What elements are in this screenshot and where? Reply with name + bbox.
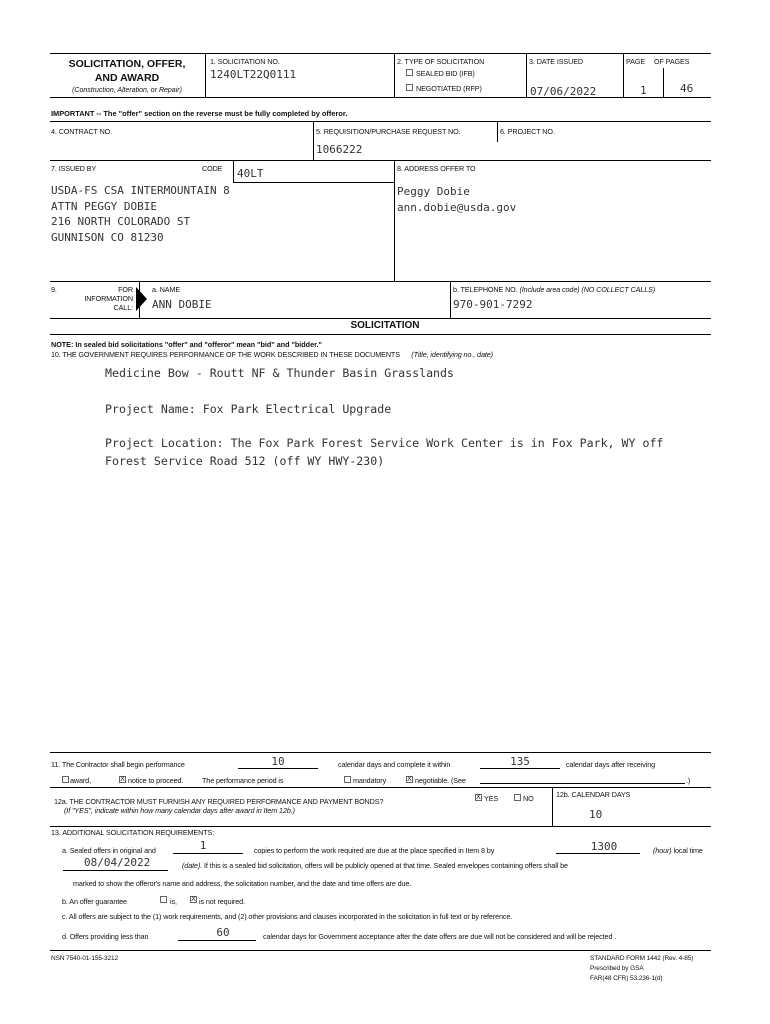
mandatory-checkbox[interactable] [344,776,351,783]
divider [50,318,711,319]
contract-no-label: 4. CONTRACT NO. [51,127,113,136]
prescribed-by: Prescribed by GSA [590,965,644,972]
negotiable-checkbox[interactable]: X [407,776,412,783]
top-border [50,53,711,54]
item10-line: Project Location: The Fox Park Forest Service Work Center is in Fox Park, WY off [105,436,664,450]
requisition-label: 5. REQUISITION/PURCHASE REQUEST NO. [316,127,461,136]
divider [623,53,624,97]
item9-num: 9. [51,285,57,294]
divider [205,53,206,97]
calendar-days-field[interactable]: 10 [589,808,603,821]
code-field[interactable]: 40LT [237,167,264,180]
note-sealed: NOTE: In sealed bid solicitations "offer" and "offeror" mean "bid" and "bidder." [51,340,322,349]
sealed-bid-label: SEALED BID (IFB) [416,69,475,78]
divider [50,787,711,788]
issued-by-line: USDA-FS CSA INTERMOUNTAIN 8 [51,184,230,197]
solicitation-no-label: 1. SOLICITATION NO. [210,57,280,66]
item13b-text: b. An offer guarantee [62,897,127,906]
underline [63,870,168,871]
important-note: IMPORTANT -- The "offer" section on the reverse must be fully completed by offeror. [51,109,348,118]
date-issued-field[interactable]: 07/06/2022 [530,85,597,98]
underline [480,783,685,784]
negotiated-checkbox[interactable] [406,84,413,91]
address-offer-line: Peggy Dobie [397,185,470,198]
phone-label: b. TELEPHONE NO. (Include area code) (NO COLLECT CALLS) [453,285,656,294]
divider [50,121,711,122]
days-complete-field[interactable]: 135 [510,755,530,768]
address-offer-label: 8. ADDRESS OFFER TO [397,164,476,173]
no-checkbox[interactable] [514,794,521,801]
notice-checkbox[interactable]: X [120,776,125,783]
underline [238,768,318,769]
divider [233,182,394,183]
negotiated-label: NEGOTIATED (RFP) [416,84,482,93]
days-begin-field[interactable]: 10 [271,755,285,768]
arrow-right-icon [136,287,148,311]
divider [50,160,711,161]
page-label: PAGE [626,57,646,66]
item12a-label: 12a. THE CONTRACTOR MUST FURNISH ANY REQUIRED PERFORMANCE AND PAYMENT BONDS? [54,797,384,806]
item10-line: Forest Service Road 512 (off WY HWY-230) [105,454,385,468]
no-label: NO [523,794,534,803]
item13a-text-3: (date). If this is a sealed bid solicitation, offers will be publicly opened at that time. Sealed envelopes containing offers shall be [182,861,568,870]
header-bottom-border [50,97,711,98]
divider [394,53,395,97]
phone-field[interactable]: 970-901-7292 [453,298,533,311]
form-subtitle: (Construction, Alteration, or Repair) [72,87,182,94]
sealed-bid-checkbox[interactable] [406,69,413,76]
is-not-checkbox[interactable]: X [191,896,196,903]
for-info-label-2: INFORMATION [84,294,133,303]
for-info-label: FOR [118,285,133,294]
divider [526,53,527,97]
yes-checkbox[interactable]: X [476,794,481,801]
item11-text-2: calendar days and complete it within [338,760,451,769]
is-not-label: is not required. [199,897,245,906]
nsn: NSN 7540-01-155-3212 [51,955,119,962]
divider [394,160,395,281]
solicitation-no-field[interactable]: 1240LT22Q0111 [210,68,297,81]
item10-label: 10. THE GOVERNMENT REQUIRES PERFORMANCE OF THE WORK DESCRIBED IN THESE DOCUMENTS (Title, identifying no., date) [51,350,493,359]
mandatory-label: mandatory [353,776,387,785]
solicitation-heading: SOLICITATION [350,320,420,331]
page-field[interactable]: 1 [640,84,647,97]
divider [139,281,140,318]
for-info-label-3: CALL: [113,303,133,312]
divider [313,121,314,160]
item13-label: 13. ADDITIONAL SOLICITATION REQUIREMENTS: [51,828,215,837]
divider [50,826,711,827]
underline [556,853,640,854]
of-pages-label: OF PAGES [654,57,690,66]
item13d-text-2: calendar days for Government acceptance after the date offers are due will not be considered and will be rejected . [263,932,617,941]
is-checkbox[interactable] [160,896,167,903]
project-no-label: 6. PROJECT NO. [500,127,555,136]
hour-label: (hour) local time [653,846,703,855]
divider [50,334,711,335]
notice-label: notice to proceed. [128,776,184,785]
underline [480,768,560,769]
underline [178,940,256,941]
hour-field[interactable]: 1300 [590,840,618,853]
date-issued-label: 3. DATE ISSUED [529,57,583,66]
item12a-note: (If "YES", indicate within how many calendar days after award in Item 12b.) [64,806,295,815]
type-label: 2. TYPE OF SOLICITATION [397,57,485,66]
days-acceptance-field[interactable]: 60 [216,926,230,939]
code-label: CODE [202,164,223,173]
standard-form: STANDARD FORM 1442 (Rev. 4-85) [590,955,694,962]
award-label: award, [70,776,91,785]
divider [233,160,234,182]
item10-line: Project Name: Fox Park Electrical Upgrade [105,402,392,416]
is-label: is, [170,897,177,906]
requisition-field[interactable]: 1066222 [316,143,363,156]
period-text: The performance period is [202,776,284,785]
issued-by-line: GUNNISON CO 81230 [51,230,164,244]
name-label: a. NAME [152,285,181,294]
item13a-text-4: marked to show the offeror's name and address, the solicitation number, and the date and time offers are due. [73,879,412,888]
divider [663,68,664,97]
issued-by-line: 216 NORTH COLORADO ST [51,215,191,228]
address-offer-line: ann.dobie@usda.gov [397,200,517,214]
item10-line: Medicine Bow - Routt NF & Thunder Basin Grasslands [105,366,455,380]
pages-field[interactable]: 46 [680,82,694,95]
item13c-text: c. All offers are subject to the (1) work requirements, and (2) other provisions and clauses incorporated in the solicitation in full text or by reference. [62,912,513,921]
far-reference: FAR(48 CFR) 53.236-1(d) [590,975,663,982]
yes-label: YES [484,794,499,803]
due-date-field[interactable]: 08/04/2022 [84,856,151,869]
see-end: .) [686,776,691,785]
item13a-text: a. Sealed offers in original and [62,846,156,855]
negotiable-label: negotiable. (See [415,776,466,785]
issued-by-label: 7. ISSUED BY [51,164,97,173]
item13d-text: d. Offers providing less than [62,932,149,941]
divider [497,121,498,142]
form-title-2: AND AWARD [94,72,160,84]
divider [450,281,451,318]
item11-text-3: calendar days after receiving [566,760,655,769]
name-field[interactable]: ANN DOBIE [152,298,212,311]
form-title: SOLICITATION, OFFER, [68,58,186,70]
divider [50,752,711,753]
item12b-label: 12b. CALENDAR DAYS [556,790,631,799]
divider [50,281,711,282]
divider [552,787,553,826]
underline [173,853,243,854]
issued-by-line: ATTN PEGGY DOBIE [51,199,157,213]
item13a-text-2: copies to perform the work required are due at the place specified in Item 8 by [254,846,495,855]
divider [50,950,711,951]
item11-text: 11. The Contractor shall begin performance [51,760,185,769]
copies-field[interactable]: 1 [199,839,207,852]
award-checkbox[interactable] [62,776,69,783]
